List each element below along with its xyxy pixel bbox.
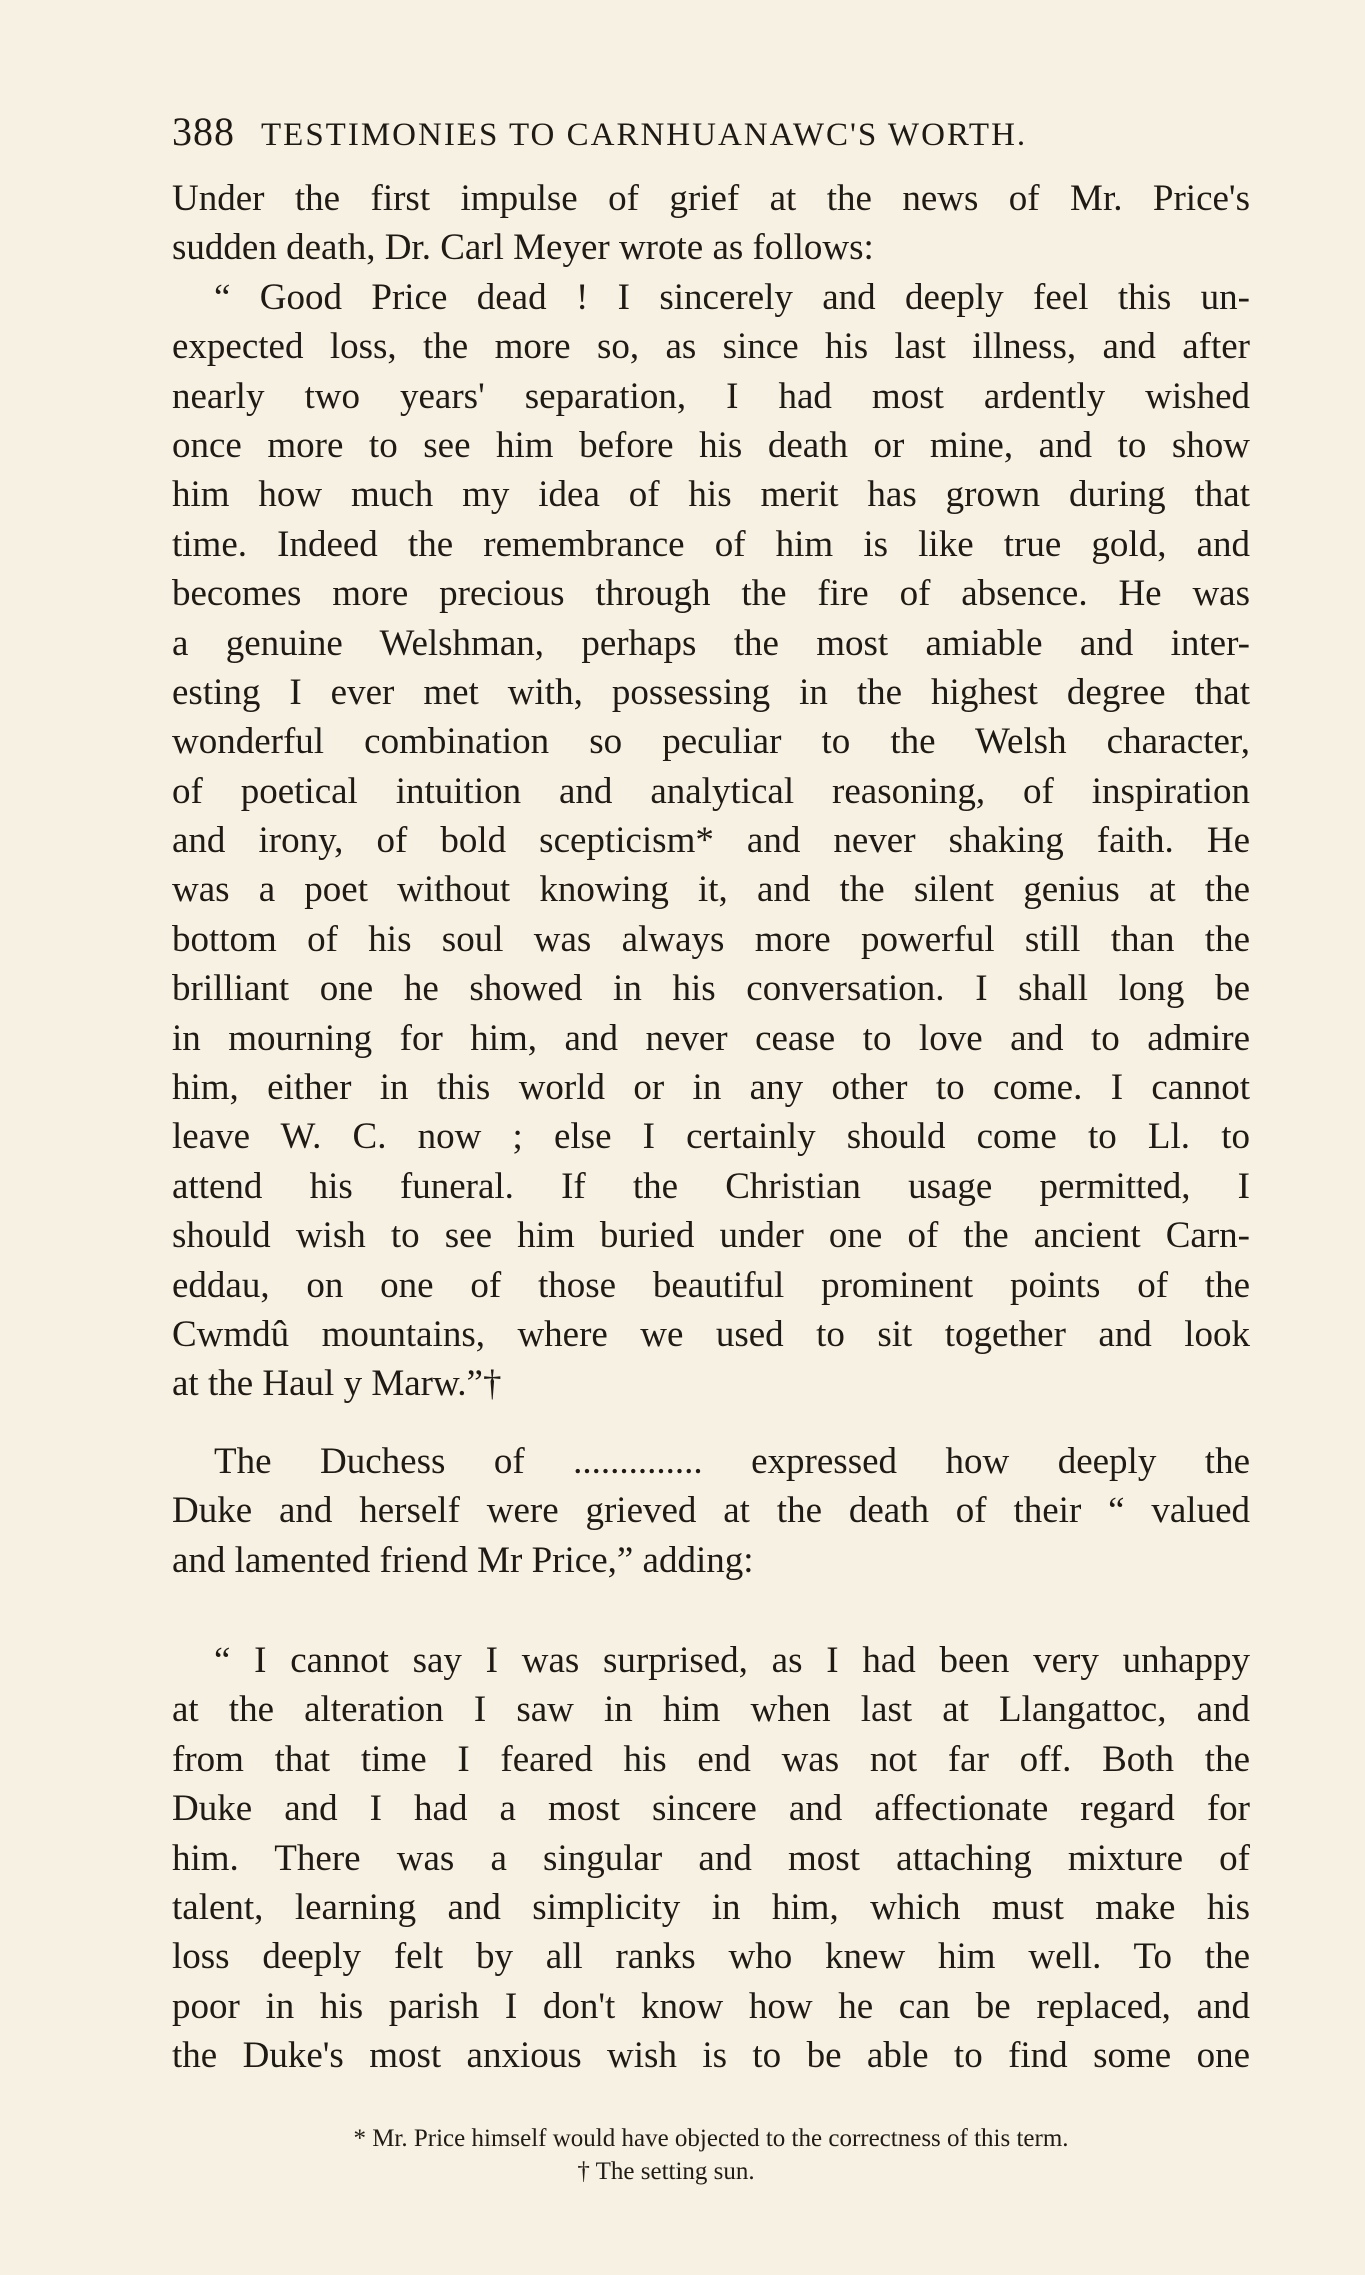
footnote-setting-sun: † The setting sun. [577, 2158, 755, 2185]
quote-duchess [172, 1636, 1250, 2081]
text-line: sudden death, Dr. Carl Meyer wrote as follows: [172, 227, 874, 269]
text-line: once more to see him before his death or mine, and to show [172, 424, 1250, 466]
text-line: esting I ever met with, possessing in the highest degree that [172, 671, 1250, 713]
text-line: Duke and herself were grieved at the death of their “ valued [172, 1490, 1250, 1532]
text-line: nearly two years' separation, I had most ardently wished [172, 375, 1250, 417]
text-line: Cwmdû mountains, where we used to sit together and look [172, 1313, 1250, 1355]
text-line: should wish to see him buried under one of the ancient Carn- [172, 1215, 1250, 1257]
text-line: Under the first impulse of grief at the news of Mr. Price's [172, 178, 1250, 219]
text-line: poor in his parish I don't know how he can be replaced, and [172, 1985, 1250, 2027]
text-line: becomes more precious through the fire of absence. He was [172, 573, 1250, 615]
text-line: The Duchess of .............. expressed how deeply the [214, 1441, 1250, 1482]
text-line: attend his funeral. If the Christian usage permitted, I [172, 1165, 1250, 1207]
text-line: at the Haul y Marw.”† [172, 1363, 502, 1405]
text-line: eddau, on one of those beautiful prominent points of the [172, 1264, 1250, 1306]
page-header [172, 108, 1252, 155]
text-line: wonderful combination so peculiar to the Welsh character, [172, 721, 1250, 763]
text-line: the Duke's most anxious wish is to be able to find some one [172, 2035, 1250, 2077]
text-line: was a poet without knowing it, and the silent genius at the [172, 869, 1250, 911]
footnotes [172, 2122, 1250, 2188]
text-line: at the alteration I saw in him when last at Llangattoc, and [172, 1689, 1250, 1731]
text-line: of poetical intuition and analytical reasoning, of inspiration [172, 770, 1250, 812]
text-line: in mourning for him, and never cease to love and to admire [172, 1017, 1250, 1059]
page-number: 388 [172, 109, 235, 154]
text-line: loss deeply felt by all ranks who knew him well. To the [172, 1936, 1250, 1978]
text-line: leave W. C. now ; else I certainly should come to Ll. to [172, 1116, 1250, 1158]
text-line: “ Good Price dead ! I sincerely and deeply feel this un- [214, 276, 1250, 318]
text-line: and irony, of bold scepticism* and never shaking faith. He [172, 820, 1250, 862]
text-line: him. There was a singular and most attaching mixture of [172, 1837, 1250, 1879]
text-line: Duke and I had a most sincere and affectionate regard for [172, 1788, 1250, 1830]
main-text [172, 174, 1250, 1409]
text-line: him how much my idea of his merit has grown during that [172, 474, 1250, 516]
text-line: him, either in this world or in any other to come. I cannot [172, 1067, 1250, 1109]
text-line: and lamented friend Mr Price,” adding: [172, 1539, 754, 1581]
text-line: brilliant one he showed in his conversation. I shall long be [172, 968, 1250, 1010]
footnote-scepticism: * Mr. Price himself would have objected to the correctness of this term. [353, 2125, 1069, 2152]
text-line: from that time I feared his end was not far off. Both the [172, 1738, 1250, 1780]
text-line: a genuine Welshman, perhaps the most amiable and inter- [172, 622, 1250, 664]
text-line: time. Indeed the remembrance of him is like true gold, and [172, 523, 1250, 565]
text-line: talent, learning and simplicity in him, which must make his [172, 1886, 1250, 1928]
paragraph-duchess [172, 1437, 1250, 1585]
running-title: TESTIMONIES TO CARNHUANAWC'S WORTH. [261, 117, 1028, 153]
text-line: bottom of his soul was always more powerful still than the [172, 918, 1250, 960]
text-line: expected loss, the more so, as since his last illness, and after [172, 326, 1250, 368]
text-line: “ I cannot say I was surprised, as I had been very unhappy [214, 1640, 1250, 1681]
